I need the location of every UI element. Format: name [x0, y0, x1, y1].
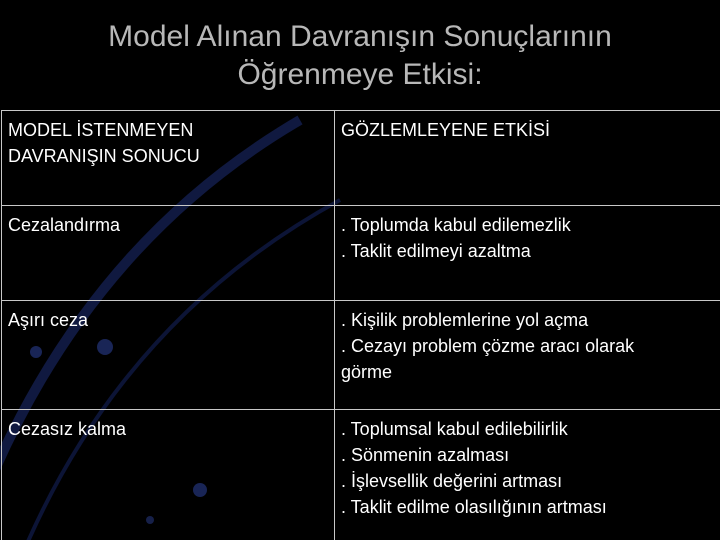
header-col2-text: GÖZLEMLEYENE ETKİSİ [341, 120, 551, 140]
header-col1-line-1: MODEL İSTENMEYEN [8, 120, 194, 140]
header-col1-line-2: DAVRANIŞIN SONUCU [8, 146, 200, 166]
row-label-cell [2, 301, 335, 410]
title-line-1: Model Alınan Davranışın Sonuçlarının [108, 20, 612, 53]
results-table [1, 110, 720, 540]
effect-line: . Cezayı problem çözme aracı olarak [341, 336, 635, 356]
row-effects-cell [335, 206, 720, 301]
title-line-2: Öğrenmeye Etkisi: [237, 58, 483, 91]
effect-line: . Toplumsal kabul edilebilirlik [341, 419, 568, 439]
header-cell-observer-effect [335, 111, 720, 206]
row-label: Cezalandırma [8, 215, 121, 235]
row-effects-cell [335, 301, 720, 410]
table-row [2, 410, 720, 540]
row-label-cell [2, 206, 335, 301]
effect-line: . Kişilik problemlerine yol açma [341, 310, 589, 330]
table-row [2, 206, 720, 301]
table-header-row [2, 111, 720, 206]
row-effects-cell [335, 410, 720, 540]
effect-line: görme [341, 362, 393, 382]
effect-line: . Sönmenin azalması [341, 445, 510, 465]
slide-title [0, 18, 720, 94]
effect-line: . Toplumda kabul edilemezlik [341, 215, 571, 235]
table-row [2, 301, 720, 410]
header-cell-behavior-result [2, 111, 335, 206]
row-label: Aşırı ceza [8, 310, 89, 330]
row-label-cell [2, 410, 335, 540]
effect-line: . İşlevsellik değerini artması [341, 471, 563, 491]
row-label: Cezasız kalma [8, 419, 127, 439]
effect-line: . Taklit edilmeyi azaltma [341, 241, 531, 261]
effect-line: . Taklit edilme olasılığının artması [341, 497, 607, 517]
